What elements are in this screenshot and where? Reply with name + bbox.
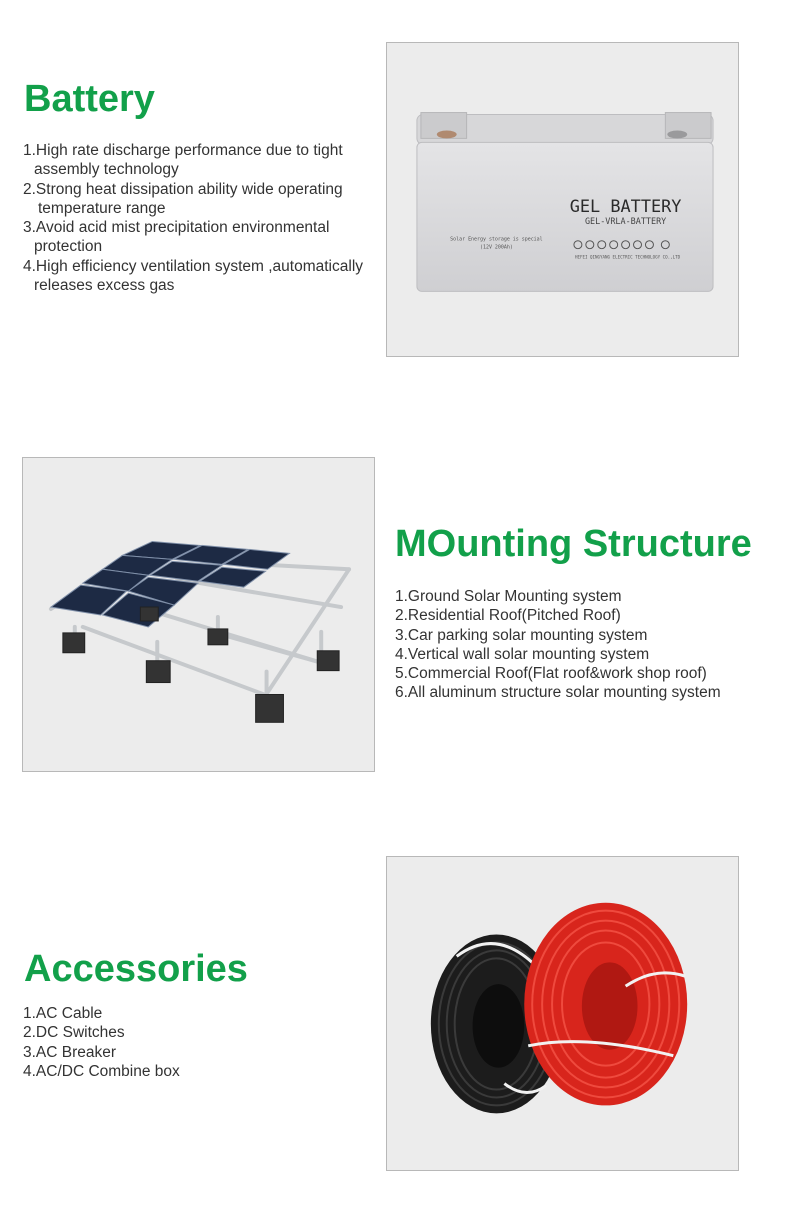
battery-title: Battery [24, 78, 155, 120]
accessories-list [23, 1004, 180, 1081]
list-item: 2.Residential Roof(Pitched Roof) [395, 607, 621, 625]
accessories-title: Accessories [24, 948, 248, 990]
list-item: 6.All aluminum structure solar mounting system [395, 684, 721, 702]
list-item: 1.High rate discharge performance due to tight assembly technology [23, 142, 343, 179]
list-item: 4.Vertical wall solar mounting system [395, 645, 650, 663]
list-item: 4.High efficiency ventilation system ,automatically releases excess gas [23, 257, 364, 295]
list-item: 2.DC Switches [23, 1024, 125, 1042]
mounting-title: MOunting Structure [395, 523, 752, 565]
list-item: 1.AC Cable [23, 1005, 103, 1022]
list-item: 1.Ground Solar Mounting system [395, 588, 622, 605]
battery-label-sub: GEL-VRLA-BATTERY [584, 215, 667, 226]
list-item: 5.Commercial Roof(Flat roof&work shop roof) [395, 665, 707, 683]
list-item: 4.AC/DC Combine box [23, 1062, 180, 1080]
cable-coils-illustration [387, 857, 738, 1170]
list-item: 3.Avoid acid mist precipitation environmental protection [23, 219, 330, 256]
list-item: 3.Car parking solar mounting system [395, 626, 648, 644]
cable-coils-image [386, 856, 739, 1171]
battery-label-main: GEL BATTERY [569, 195, 682, 216]
battery-label-small: (12V 200Ah) [480, 244, 513, 251]
red-cable-coil-icon [524, 903, 687, 1106]
list-item: 3.AC Breaker [23, 1043, 117, 1061]
battery-label-small: Solar Energy storage is special [450, 236, 543, 243]
list-item: 2.Strong heat dissipation ability wide operating temperature range [23, 180, 343, 217]
battery-label-small: HEFEI QINGYANG ELECTRIC TECHNOLOGY CO.,LTD [575, 254, 681, 260]
